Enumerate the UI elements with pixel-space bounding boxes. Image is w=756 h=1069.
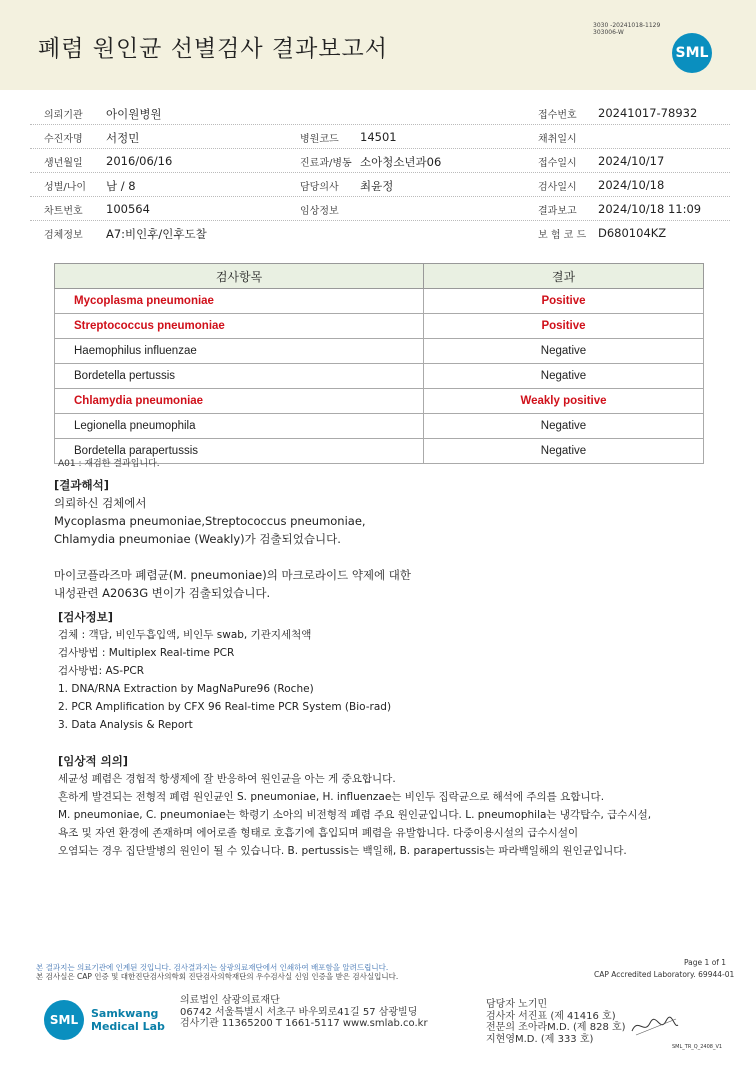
interpretation-line-5: 내성관련 A2063G 변이가 검출되었습니다. [54, 586, 271, 600]
hospital-code-label: 병원코드 [300, 134, 339, 145]
institution-label: 의뢰기관 [44, 110, 83, 121]
doctor-value: 최윤정 [360, 179, 394, 193]
clinical-section [58, 752, 651, 860]
results-header-row [55, 264, 704, 289]
test-date-label: 검사일시 [538, 182, 577, 193]
clinical-line-2: 흔하게 발견되는 전형적 폐렴 원인균인 S. pneumoniae, H. influenzae는 비인두 집락균으로 해석에 주의를 요합니다. [58, 791, 605, 803]
specimen-value: A7:비인후/인후도찰 [106, 227, 207, 241]
result-row [55, 414, 704, 439]
patient-label: 수진자명 [44, 134, 83, 145]
report-date-label: 결과보고 [538, 206, 577, 217]
result-value: Weakly positive [424, 389, 704, 414]
test-date-value: 2024/10/18 [598, 178, 665, 192]
result-value: Positive [424, 314, 704, 339]
chart-value: 100564 [106, 202, 150, 216]
result-item: Streptococcus pneumoniae [55, 314, 424, 339]
dept-value: 소아청소년과06 [360, 155, 442, 169]
sex-age-label: 성별/나이 [44, 182, 87, 193]
result-row [55, 339, 704, 364]
doctor-label: 담당의사 [300, 182, 339, 193]
insurance-value: D680104KZ [598, 226, 667, 240]
clinical-label: 임상정보 [300, 206, 339, 217]
brand-name [91, 1007, 165, 1033]
birth-label: 생년월일 [44, 158, 83, 169]
address-line-1: 의료법인 삼광의료재단 [180, 995, 280, 1006]
test-info-line-5: 2. PCR Amplification by CFX 96 Real-time PCR System (Bio-rad) [58, 701, 392, 713]
clinical-heading: [임상적 의의] [58, 754, 129, 768]
receipt-date-label: 접수일시 [538, 158, 577, 169]
result-value: Negative [424, 414, 704, 439]
sml-logo: SML [672, 33, 712, 73]
interpretation-line-3: Chlamydia pneumoniae (Weakly)가 검출되었습니다. [54, 532, 341, 546]
retest-note: A01 : 재검한 결과입니다. [58, 459, 160, 469]
result-row [55, 314, 704, 339]
result-item: Bordetella pertussis [55, 364, 424, 389]
result-value: Negative [424, 339, 704, 364]
result-item: Mycoplasma pneumoniae [55, 289, 424, 314]
staff-signatures [486, 999, 626, 1045]
clinical-line-1: 세균성 폐렴은 경험적 항생제에 잘 반응하여 원인균을 아는 게 중요합니다. [58, 773, 396, 785]
staff-line-2: 검사자 서진표 (제 41416 호) [486, 1010, 616, 1022]
institution-value: 아이원병원 [106, 107, 162, 121]
sex-age-value: 남 / 8 [106, 179, 136, 193]
insurance-label: 보 험 코 드 [538, 230, 587, 241]
interpretation-line-2: Mycoplasma pneumoniae,Streptococcus pneumoniae, [54, 514, 366, 528]
interpretation-section [54, 476, 411, 602]
address-line-2: 06742 서울특별시 서초구 바우뫼로41길 57 삼광빌딩 [180, 1006, 418, 1018]
staff-line-3: 전문의 조아라M.D. (제 828 호) [486, 1022, 626, 1033]
birth-value: 2016/06/16 [106, 154, 173, 168]
address-line-3: 검사기관 11365200 T 1661-5117 www.smlab.co.kr [180, 1018, 428, 1029]
disclaimer-1: 본 결과지는 의료기관에 인계된 것입니다. 검사결과지는 삼광의료재단에서 인쇄하여 배포함을 알려드립니다. [36, 963, 389, 972]
form-code: SML_TR_Q_2408_V1 [672, 1044, 723, 1050]
test-info-line-4: 1. DNA/RNA Extraction by MagNaPure96 (Roche) [58, 683, 314, 695]
result-value: Negative [424, 364, 704, 389]
disclaimer-2: 본 검사실은 CAP 인증 및 대한진단검사의학회 진단검사의학재단의 우수검사실 신임 인증을 받은 검사실입니다. [36, 972, 399, 981]
test-info-heading: [검사정보] [58, 610, 113, 624]
receipt-date-value: 2024/10/17 [598, 154, 665, 168]
sampling-date-label: 채취일시 [538, 134, 577, 145]
brand-line-1: Samkwang [91, 1007, 159, 1020]
info-row-3 [30, 148, 730, 173]
document-code [593, 22, 660, 36]
cap-accreditation: CAP Accredited Laboratory. 69944-01 [594, 970, 735, 979]
result-value: Negative [424, 439, 704, 464]
col-item-header: 검사항목 [55, 264, 424, 289]
result-row [55, 289, 704, 314]
test-info-line-1: 검체 : 객담, 비인두흡입액, 비인두 swab, 기관지세척액 [58, 629, 312, 641]
test-info-line-2: 검사방법 : Multiplex Real-time PCR [58, 647, 235, 659]
doc-code-1: 3030 -20241018-1129 [593, 22, 661, 29]
result-row [55, 364, 704, 389]
receipt-no-value: 20241017-78932 [598, 106, 698, 120]
info-row-2 [30, 124, 730, 149]
result-item: Haemophilus influenzae [55, 339, 424, 364]
footer-sml-logo: SML [44, 1000, 84, 1040]
report-title: 폐렴 원인균 선별검사 결과보고서 [38, 36, 388, 62]
info-row-6 [30, 220, 730, 244]
clinical-line-4: 욕조 및 자연 환경에 존재하며 에어로졸 형태로 호흡기에 흡입되며 폐렴을 유발합니다. 다중이용시설의 급수시설이 [58, 827, 579, 839]
col-result-header: 결과 [424, 264, 704, 289]
chart-label: 차트번호 [44, 206, 83, 217]
clinical-line-3: M. pneumoniae, C. pneumoniae는 학령기 소아의 비전형적 폐렴 주요 원인균입니다. L. pneumophila는 냉각탑수, 급수시설, [58, 809, 652, 821]
info-row-5 [30, 196, 730, 221]
interpretation-line-1: 의뢰하신 검체에서 [54, 496, 147, 510]
report-date-value: 2024/10/18 11:09 [598, 202, 702, 216]
interpretation-heading: [결과해석] [54, 478, 109, 492]
staff-line-4: 지현영M.D. (제 333 호) [486, 1033, 594, 1045]
info-row-1 [30, 100, 730, 125]
page-number: Page 1 of 1 [684, 958, 727, 967]
receipt-no-label: 접수번호 [538, 110, 577, 121]
result-item: Bordetella parapertussis [55, 439, 424, 464]
signature-icon [630, 1013, 680, 1038]
result-item: Legionella pneumophila [55, 414, 424, 439]
result-value: Positive [424, 289, 704, 314]
lab-address [180, 995, 428, 1030]
report-header [0, 0, 756, 90]
test-info-line-6: 3. Data Analysis & Report [58, 719, 193, 731]
brand-line-2: Medical Lab [91, 1020, 165, 1033]
results-table [54, 263, 704, 464]
staff-line-1: 담당자 노기민 [486, 999, 548, 1010]
hospital-code-value: 14501 [360, 130, 397, 144]
clinical-line-5: 오염되는 경우 집단발병의 원인이 될 수 있습니다. B. pertussis는 백일해, B. parapertussis는 파라백일해의 원인균입니다. [58, 845, 627, 857]
interpretation-line-4: 마이코플라즈마 폐렴균(M. pneumoniae)의 마크로라이드 약제에 대한 [54, 568, 412, 582]
results-body [55, 289, 704, 464]
doc-code-2: 303006-W [593, 29, 624, 36]
test-info-section [58, 608, 391, 734]
specimen-label: 검체정보 [44, 230, 83, 241]
patient-value: 서정민 [106, 131, 140, 145]
info-row-4 [30, 172, 730, 197]
test-info-line-3: 검사방법: AS-PCR [58, 665, 145, 677]
result-row [55, 389, 704, 414]
dept-label: 진료과/병동 [300, 158, 352, 169]
result-item: Chlamydia pneumoniae [55, 389, 424, 414]
